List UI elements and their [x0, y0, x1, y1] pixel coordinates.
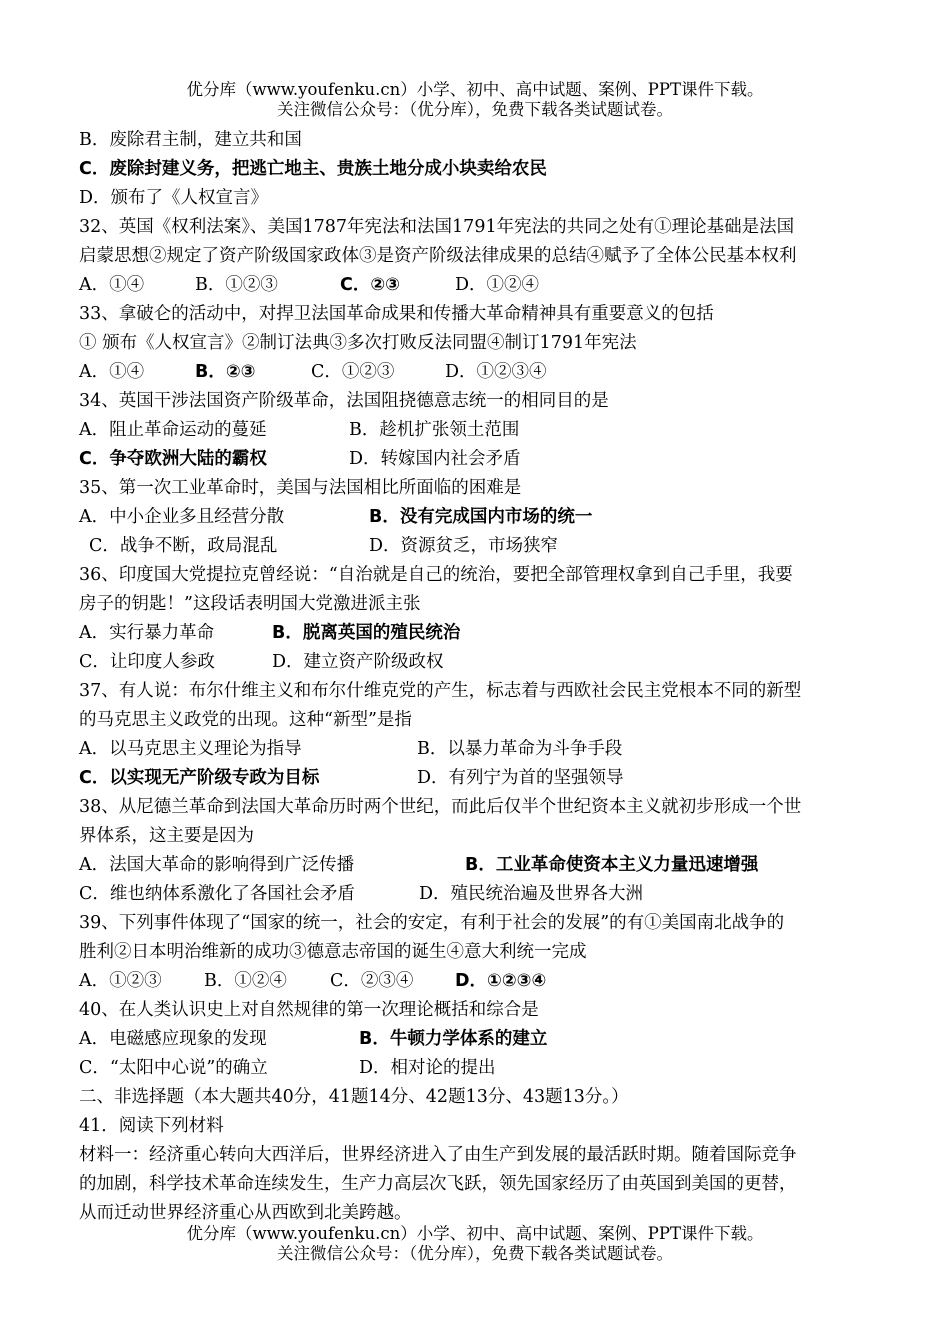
q36-option-d: D．建立资产阶级政权	[272, 652, 444, 672]
q33-stem-line-1: 33、拿破仑的活动中，对捍卫法国革命成果和传播大革命精神具有重要意义的包括	[79, 304, 714, 324]
q32-stem-line-1: 32、英国《权利法案》、美国1787年宪法和法国1791年宪法的共同之处有①理论基础是法国	[79, 217, 795, 237]
q36-option-b: B．脱离英国的殖民统治	[272, 623, 461, 643]
q31-option-c: C．废除封建义务，把逃亡地主、贵族土地分成小块卖给农民	[79, 159, 547, 179]
q40-option-b: B．牛顿力学体系的建立	[359, 1029, 548, 1049]
q40-option-a: A．电磁感应现象的发现	[79, 1029, 267, 1049]
q38-options-row-2	[79, 880, 879, 909]
q37-stem-line-2: 的马克思主义政党的出现。这种“新型”是指	[79, 710, 412, 730]
q32-option-a: A．①④	[79, 275, 145, 295]
exam-body	[79, 126, 879, 1228]
q36-stem-line-1: 36、印度国大党提拉克曾经说：“自治就是自己的统治，要把全部管理权拿到自己手里，我要	[79, 565, 793, 585]
q40-option-c: C．“太阳中心说”的确立	[79, 1058, 268, 1078]
q41-material-1-line-1: 材料一：经济重心转向大西洋后，世界经济进入了由生产到发展的最活跃时期。随着国际竞争	[79, 1145, 797, 1165]
q38-option-c: C．维也纳体系激化了各国社会矛盾	[79, 884, 355, 904]
q34-stem: 34、英国干涉法国资产阶级革命，法国阻挠德意志统一的相同目的是	[79, 391, 609, 411]
q40-stem: 40、在人类认识史上对自然规律的第一次理论概括和综合是	[79, 1000, 539, 1020]
q34-options-row-1	[79, 416, 879, 445]
q34-option-d: D．转嫁国内社会矛盾	[349, 449, 521, 469]
q32-option-d: D．①②④	[455, 275, 540, 295]
q41-stem: 41．阅读下列材料	[79, 1116, 224, 1136]
q35-option-c: C．战争不断，政局混乱	[89, 536, 278, 556]
q38-stem-line-2: 界体系，这主要是因为	[79, 826, 254, 846]
q35-options-row-1	[79, 503, 879, 532]
q38-options-row-1	[79, 851, 879, 880]
header-line-1: 优分库（www.youfenku.cn）小学、初中、高中试题、案例、PPT课件下载。	[186, 80, 764, 99]
q32-stem-line-2: 启蒙思想②规定了资产阶级国家政体③是资产阶级法律成果的总结④赋予了全体公民基本权利	[79, 246, 797, 266]
header-line-2: 关注微信公众号：（优分库），免费下载各类试题试卷。	[277, 100, 673, 119]
q36-options-row-1	[79, 619, 879, 648]
q34-option-b: B．趁机扩张领土范围	[349, 420, 520, 440]
q37-option-c: C．以实现无产阶级专政为目标	[79, 768, 320, 788]
q34-options-row-2	[79, 445, 879, 474]
q36-option-c: C．让印度人参政	[79, 652, 215, 672]
q32-options	[79, 271, 879, 300]
footer-line-2: 关注微信公众号：（优分库），免费下载各类试题试卷。	[277, 1244, 673, 1263]
q39-options	[79, 967, 879, 996]
q41-material-1-line-2: 的加剧，科学技术革命连续发生，生产力高层次飞跃，领先国家经历了由英国到美国的更替，	[79, 1174, 797, 1194]
q40-options-row-1	[79, 1025, 879, 1054]
q39-option-a: A．①②③	[79, 971, 162, 991]
q41-material-1-line-3: 从而迁动世界经济重心从西欧到北美跨越。	[79, 1203, 412, 1223]
q33-options	[79, 358, 879, 387]
q37-option-d: D．有列宁为首的坚强领导	[417, 768, 624, 788]
q40-option-d: D．相对论的提出	[359, 1058, 496, 1078]
q33-option-b: B．②③	[195, 362, 256, 382]
q37-option-b: B．以暴力革命为斗争手段	[417, 739, 623, 759]
q35-option-d: D．资源贫乏，市场狭窄	[369, 536, 559, 556]
q39-stem-line-1: 39、下列事件体现了“国家的统一，社会的安定，有利于社会的发展”的有①美国南北战争的	[79, 913, 785, 933]
q39-option-c: C．②③④	[330, 971, 414, 991]
q37-options-row-2	[79, 764, 879, 793]
q37-option-a: A．以马克思主义理论为指导	[79, 739, 302, 759]
q33-option-a: A．①④	[79, 362, 145, 382]
q33-option-d: D．①②③④	[445, 362, 547, 382]
q37-stem-line-1: 37、有人说：布尔什维主义和布尔什维克党的产生，标志着与西欧社会民主党根本不同的新型	[79, 681, 802, 701]
q36-stem-line-2: 房子的钥匙！”这段话表明国大党激进派主张	[79, 594, 421, 614]
q35-option-b: B．没有完成国内市场的统一	[369, 507, 593, 527]
q39-option-d: D．①②③④	[455, 971, 547, 991]
q31-option-b: B．废除君主制，建立共和国	[79, 130, 302, 150]
q36-option-a: A．实行暴力革命	[79, 623, 215, 643]
section-2-title: 二、非选择题（本大题共40分，41题14分、42题13分、43题13分。）	[79, 1087, 629, 1107]
q35-option-a: A．中小企业多且经营分散	[79, 507, 285, 527]
q39-stem-line-2: 胜利②日本明治维新的成功③德意志帝国的诞生④意大利统一完成	[79, 942, 587, 962]
q31-option-d: D．颁布了《人权宣言》	[79, 188, 269, 208]
q38-stem-line-1: 38、从尼德兰革命到法国大革命历时两个世纪，而此后仅半个世纪资本主义就初步形成一个世	[79, 797, 802, 817]
q35-options-row-2	[79, 532, 879, 561]
q40-options-row-2	[79, 1054, 879, 1083]
q34-option-a: A．阻止革命运动的蔓延	[79, 420, 267, 440]
q36-options-row-2	[79, 648, 879, 677]
q37-options-row-1	[79, 735, 879, 764]
q35-stem: 35、第一次工业革命时，美国与法国相比所面临的困难是	[79, 478, 522, 498]
q34-option-c: C．争夺欧洲大陆的霸权	[79, 449, 267, 469]
q38-option-b: B．工业革命使资本主义力量迅速增强	[465, 855, 759, 875]
q39-option-b: B．①②④	[204, 971, 287, 991]
q38-option-a: A．法国大革命的影响得到广泛传播	[79, 855, 355, 875]
q33-stem-line-2: ① 颁布《人权宣言》②制订法典③多次打败反法同盟④制订1791年宪法	[79, 333, 637, 353]
footer-line-1: 优分库（www.youfenku.cn）小学、初中、高中试题、案例、PPT课件下载。	[186, 1224, 764, 1243]
q33-option-c: C．①②③	[311, 362, 395, 382]
q32-option-b: B．①②③	[195, 275, 278, 295]
q38-option-d: D．殖民统治遍及世界各大洲	[419, 884, 644, 904]
q32-option-c: C．②③	[340, 275, 400, 295]
